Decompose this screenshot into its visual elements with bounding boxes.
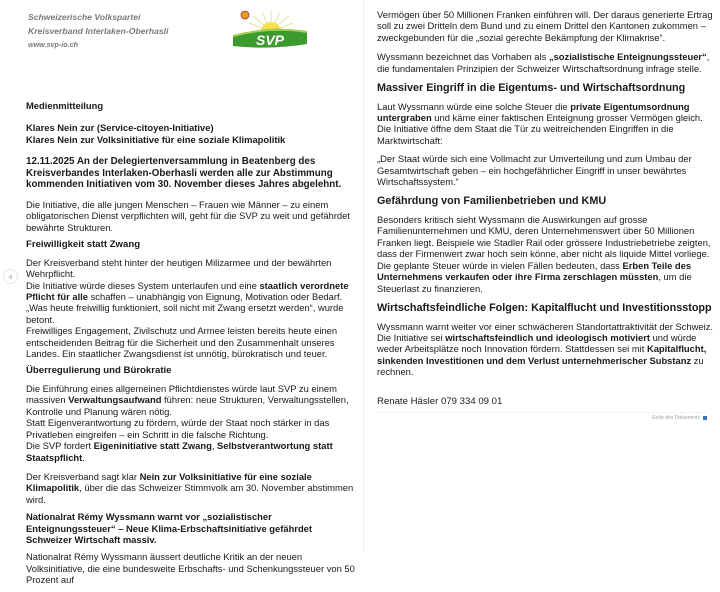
text-run: , (211, 440, 218, 452)
text-run: Die Einführung eines allgemeinen Pflichtdienstes würde laut SVP zu einem massiven (26, 383, 337, 406)
label-paragraph (377, 51, 717, 74)
end-of-document-label: Ende des Dokuments (652, 414, 700, 421)
text-run: Der Kreisverband steht hinter der heutigen Milizarmee und der bewährten Wehrpflicht. (26, 256, 332, 280)
left-column (26, 100, 358, 592)
logo-text: SVP (255, 32, 285, 48)
bold-run: Erben Teile des Unternehmens verkaufen oder ihre Firma zerschlagen müssten (377, 259, 692, 283)
section-body (26, 257, 358, 360)
bold-run: Nein zur Volksinitiative für eine soziale Klimapolitik (26, 470, 312, 494)
text-run: , über die das Schweizer Stimmvolk am 30. November abstimmen wird. (26, 482, 354, 505)
section-body (377, 214, 717, 294)
quote-run: „Was heute freiwillig funktioniert, soll nicht mit Zwang ersetzt werden“, wurde betont. (26, 302, 344, 325)
chevron-left-icon (8, 274, 12, 280)
text-run: zu rechnen. (377, 354, 704, 378)
section-body (377, 321, 717, 378)
end-divider (377, 412, 707, 413)
document-page-left (0, 0, 362, 586)
klima-paragraph (26, 471, 358, 505)
text-run: Wyssmann bezeichnet das Vorhaben als (377, 51, 549, 63)
bold-run: Kapitalflucht, sinkenden Investitionen und dem Verlust unternehmerischer Substanz (377, 343, 707, 366)
text-run: führen: neue Strukturen, Verwaltungsstellen, Kontrolle und Planung wären nötig. (26, 394, 349, 417)
bold-run: staatlich verordnete Pflicht für alle (26, 279, 349, 303)
bold-run: „sozialistische Enteignungssteuer“ (548, 51, 707, 63)
website-link[interactable]: www.svp-io.ch (28, 40, 79, 49)
section-body (377, 101, 717, 147)
document-type: Medienmitteilung (26, 100, 104, 111)
text-run: Freiwilliges Engagement, Zivilschutz und Armee leisten bereits heute einen entscheidenden Beitrag für die Sicherheit und den Zusammenhalt unseres Landes. Ein staatlicher Zwangsdienst ist unnötig, bürokratisch und teuer. (26, 325, 338, 360)
title-line-2: Klares Nein zur Volksinitiative für eine soziale Klimapolitik (26, 133, 286, 145)
bold-run: private Eigentumsordnung untergraben (377, 100, 690, 124)
right-column (377, 9, 717, 421)
bold-run: Eigeninitiative statt Zwang (93, 440, 212, 452)
bold-run: wirtschaftsfeindlich und ideologisch motiviert (445, 331, 650, 343)
section-heading: Überregulierung und Bürokratie (26, 365, 172, 377)
bold-run: Selbstverantwortung statt Staatspflicht (26, 440, 333, 463)
lead-paragraph: 12.11.2025 An der Delegiertenversammlung in Beatenberg des Kreisverbandes Interlaken-Oberhasli werden alle zur Abstimmung kommenden Initiativen vom 30. November dieses Jahres abgelehnt. (26, 156, 342, 191)
text-run: Besonders kritisch sieht Wyssmann die Auswirkungen auf grosse Familienunternehmen und KMU, deren Unternehmenswert über 50 Millionen Franken liegt. Beispiele wie Stadler Rail oder grössere Industriebetriebe zeigten, dass der Firmenwert zwar hoch sein könne, aber nicht als liquide Mittel vorliege. Die geplante Steuer würde in vielen Fällen bedeuten, dass (377, 214, 711, 271)
district-name: Kreisverband Interlaken-Oberhasli (28, 25, 169, 36)
text-run: und käme einer faktischen Enteignung grosser Vermögen gleich. Die Initiative öffne dem Staat die Tür zu weitreichenden Eingriffen in die Marktwirtschaft: (377, 112, 703, 146)
section-heading: Massiver Eingriff in die Eigentums- und Wirtschaftsordnung (377, 82, 686, 95)
text-run: Der Kreisverband sagt klar (26, 470, 140, 482)
continuation-paragraph: Vermögen über 50 Millionen Franken einführen will. Der daraus generierte Ertrag soll zu zwei Dritteln dem Bund und zu einem Drittel den Kantonen zukommen – zweckgebunden für die „sozial gerechte Bekämpfung der Klimakrise“. (377, 9, 713, 43)
text-run: schaffen – unabhängig von Eignung, Motivation oder Bedarf. (88, 291, 343, 303)
section-heading: Wirtschaftsfeindliche Folgen: Kapitalflucht und Investitionsstopp (377, 301, 712, 314)
contact-signature: Renate Häsler 079 334 09 01 (377, 395, 503, 407)
wyssmann-paragraph: Nationalrat Rémy Wyssmann äussert deutliche Kritik an der neuen Volksinitiative, die eine bundesweite Erbschafts- und Schenkungssteuer von 50 Prozent auf (26, 551, 355, 586)
end-of-document (377, 415, 707, 421)
intro-paragraph: Die Initiative, die alle jungen Menschen – Frauen wie Männer – zu einem obligatorischen Dienst verpflichten will, geht für die SVP zu weit und gefährdet bewährte Strukturen. (26, 199, 350, 233)
letterhead (28, 11, 168, 52)
section-heading: Gefährdung von Familienbetrieben und KMU (377, 195, 607, 208)
title-line-1: Klares Nein zur (Service-citoyen-Initiative) (26, 122, 214, 134)
emblem-icon (241, 11, 249, 19)
svp-logo (231, 10, 309, 48)
text-run: Statt Eigenverantwortung zu fördern, würde der Staat noch stärker in das Privatleben eingreifen – ein Schritt in die falsche Richtung. (26, 417, 330, 440)
section-heading: Freiwilligkeit statt Zwang (26, 239, 141, 251)
previous-page-button[interactable] (3, 269, 18, 284)
text-run: , um die Steuerlast zu finanzieren. (377, 271, 692, 294)
title-block (26, 122, 358, 145)
text-run: Die Initiative würde dieses System unterlaufen und eine (26, 279, 260, 291)
text-run: Die SVP fordert (26, 440, 94, 452)
bold-run: Verwaltungsaufwand (68, 394, 162, 406)
quote-paragraph: „Der Staat würde sich eine Vollmacht zur Umverteilung und zum Umbau der Gesamtwirtschaft geben – ein hochgefährlicher Eingriff in unser bewährtes Wirtschaftssystem.“ (377, 153, 692, 188)
text-run: und würde weder Arbeitsplätze noch Innovation fördern. Stattdessen sei mit (377, 331, 697, 355)
text-run: , die fundamentalen Prinzipien der Schweizer Wirtschaftsordnung infrage stelle. (377, 51, 710, 74)
text-run: . (82, 451, 85, 463)
wyssmann-heading: Nationalrat Rémy Wyssmann warnt vor „sozialistischer Enteignungssteuer“ – Neue Klima-Erbschaftsinitiative gefährdet Schweizer Wirtschaft massiv. (26, 511, 313, 545)
text-run: Wyssmann warnt weiter vor einer schwächeren Standortattraktivität der Schweiz. Die Initiative sei (377, 320, 713, 343)
square-icon (703, 416, 707, 420)
document-page-right (363, 0, 720, 552)
section-body (26, 383, 358, 463)
text-run: Laut Wyssmann würde eine solche Steuer die (377, 100, 571, 112)
party-name: Schweizerische Volkspartei (28, 12, 141, 22)
